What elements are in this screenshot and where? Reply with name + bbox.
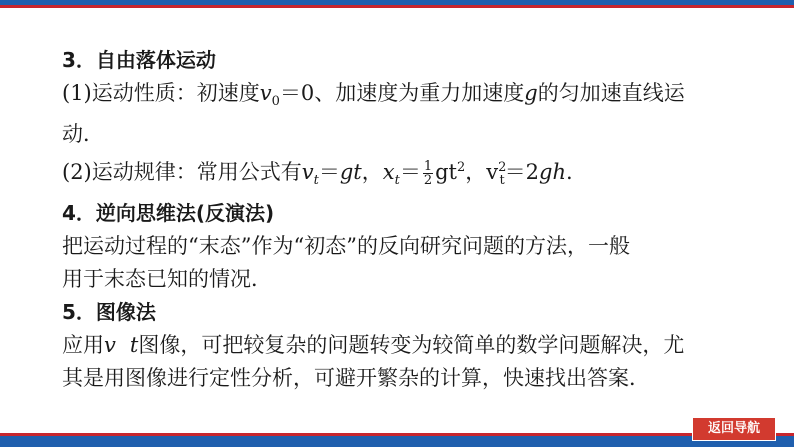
section3-para1-line2: 动． [62, 122, 104, 147]
sup-2: 2 [457, 160, 466, 176]
text-v: v [486, 160, 499, 185]
var-g: g [524, 81, 538, 105]
sub-t: t [313, 173, 319, 189]
text: . [566, 160, 573, 185]
back-to-nav-button[interactable]: 返回导航 [692, 417, 776, 441]
var-v: v [259, 81, 272, 105]
section5-para-line2: 其是用图像进行定性分析，可避开繁杂的计算，快速找出答案． [62, 366, 650, 391]
bottom-decor-bar [0, 433, 794, 447]
section3-para1-line1 [62, 77, 782, 118]
text: (2)运动规律：常用公式有 [62, 160, 302, 185]
text: 应用 [62, 333, 104, 358]
sup-sub-stack [498, 151, 505, 197]
var-v: v [104, 333, 116, 358]
fraction-half [423, 160, 433, 187]
text: ＝2 [504, 160, 540, 185]
section4-para-line1: 把运动过程的“末态”作为“初态”的反向研究问题的方法，一般 [62, 234, 630, 259]
section4-para-line2: 用于末态已知的情况． [62, 267, 272, 292]
var-gt: gt [339, 160, 362, 185]
frac-denominator: 2 [423, 173, 433, 189]
sup-2: 2 [498, 160, 507, 176]
text-gt: gt [435, 160, 457, 185]
var-v: v [301, 160, 314, 185]
text: ， [465, 160, 487, 185]
sub-t: t [499, 173, 505, 189]
top-red-stripe [0, 5, 794, 8]
text: 图像，可把较复杂的问题转变为较简单的数学问题解决，尤 [138, 333, 685, 358]
section3-title: 3．自由落体运动 [62, 48, 216, 72]
text: ＝0、加速度为重力加速度 [279, 81, 525, 105]
frac-numerator: 1 [423, 159, 433, 175]
section4-title: 4．逆向思维法(反演法) [62, 201, 275, 226]
slide-content [62, 44, 782, 395]
text: ＝ [318, 160, 340, 185]
bottom-blue-stripe [0, 436, 794, 447]
top-decor-bar [0, 0, 794, 9]
sub-0: 0 [271, 94, 280, 110]
text: ＝ [399, 160, 421, 185]
var-gh: gh [539, 160, 567, 185]
text: (1)运动性质：初速度 [62, 81, 260, 105]
section3-para2 [62, 151, 782, 197]
var-x: x [382, 160, 395, 185]
text: 的匀加速直线运 [537, 81, 685, 105]
sub-t: t [394, 173, 400, 189]
section5-para-line1 [62, 329, 782, 362]
var-t: t [129, 333, 139, 358]
section5-title: 5．图像法 [62, 300, 156, 325]
text: ， [361, 160, 383, 185]
